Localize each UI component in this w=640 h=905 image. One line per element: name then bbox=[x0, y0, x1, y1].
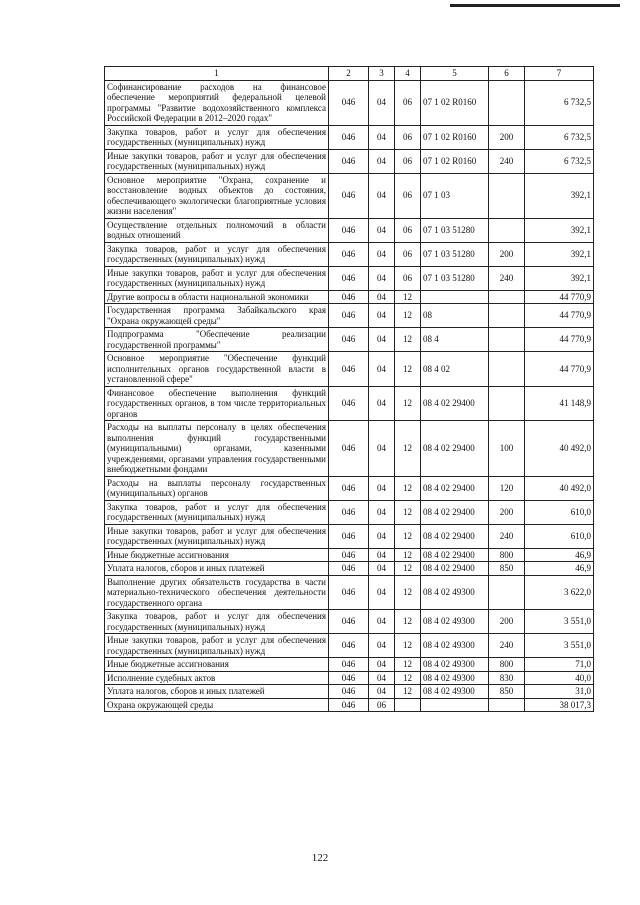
cell-code: 046 bbox=[329, 386, 369, 421]
cell-subsection: 12 bbox=[395, 328, 421, 352]
cell-amount: 46,9 bbox=[525, 548, 594, 562]
cell-target-article: 08 4 02 49300 bbox=[421, 658, 489, 672]
cell-amount: 3 551,0 bbox=[525, 634, 594, 658]
cell-subsection bbox=[395, 698, 421, 712]
cell-subsection: 12 bbox=[395, 421, 421, 477]
cell-section: 04 bbox=[369, 173, 395, 218]
cell-subsection: 12 bbox=[395, 634, 421, 658]
cell-name: Закупка товаров, работ и услуг для обеспечения государственных (муниципальных) нужд bbox=[105, 125, 329, 149]
cell-target-article: 08 4 02 29400 bbox=[421, 548, 489, 562]
cell-section: 04 bbox=[369, 562, 395, 576]
cell-code: 046 bbox=[329, 218, 369, 242]
cell-section: 04 bbox=[369, 290, 395, 304]
scan-top-line bbox=[450, 4, 620, 7]
cell-section: 04 bbox=[369, 610, 395, 634]
cell-name: Закупка товаров, работ и услуг для обеспечения государственных (муниципальных) нужд bbox=[105, 500, 329, 524]
cell-code: 046 bbox=[329, 266, 369, 290]
cell-name: Государственная программа Забайкальского края "Охрана окружающей среды" bbox=[105, 304, 329, 328]
cell-name: Расходы на выплаты персоналу в целях обеспечения выполнения функций государственными (муниципальными) органами, казенными учреждениями, органами управления государственными внебюджетными фондами bbox=[105, 421, 329, 477]
cell-amount: 6 732,5 bbox=[525, 80, 594, 125]
cell-name: Иные бюджетные ассигнования bbox=[105, 658, 329, 672]
cell-expense-type: 200 bbox=[489, 500, 525, 524]
header-cell: 2 bbox=[329, 67, 369, 81]
cell-subsection: 06 bbox=[395, 80, 421, 125]
cell-name: Софинансирование расходов на финансовое обеспечение мероприятий федеральной целевой программы "Развитие водохозяйственного комплекса Российской Федерации в 2012–2020 годах" bbox=[105, 80, 329, 125]
table-row bbox=[105, 125, 594, 149]
cell-expense-type: 800 bbox=[489, 548, 525, 562]
cell-target-article: 08 4 02 29400 bbox=[421, 562, 489, 576]
cell-section: 04 bbox=[369, 125, 395, 149]
cell-subsection: 12 bbox=[395, 304, 421, 328]
cell-code: 046 bbox=[329, 328, 369, 352]
header-cell: 1 bbox=[105, 67, 329, 81]
cell-subsection: 12 bbox=[395, 610, 421, 634]
cell-section: 06 bbox=[369, 698, 395, 712]
table-row bbox=[105, 524, 594, 548]
table-row bbox=[105, 575, 594, 610]
cell-amount: 41 148,9 bbox=[525, 386, 594, 421]
cell-expense-type bbox=[489, 386, 525, 421]
cell-target-article: 08 4 02 bbox=[421, 352, 489, 387]
cell-section: 04 bbox=[369, 476, 395, 500]
cell-expense-type: 800 bbox=[489, 658, 525, 672]
cell-target-article: 07 1 02 R0160 bbox=[421, 80, 489, 125]
cell-expense-type bbox=[489, 698, 525, 712]
cell-target-article: 08 4 02 49300 bbox=[421, 610, 489, 634]
cell-code: 046 bbox=[329, 524, 369, 548]
cell-amount: 3 551,0 bbox=[525, 610, 594, 634]
cell-name: Другие вопросы в области национальной экономики bbox=[105, 290, 329, 304]
cell-target-article: 07 1 02 R0160 bbox=[421, 149, 489, 173]
cell-target-article: 08 4 02 49300 bbox=[421, 575, 489, 610]
cell-expense-type bbox=[489, 290, 525, 304]
table-row bbox=[105, 500, 594, 524]
cell-expense-type bbox=[489, 173, 525, 218]
cell-target-article bbox=[421, 290, 489, 304]
cell-subsection: 06 bbox=[395, 173, 421, 218]
cell-code: 046 bbox=[329, 304, 369, 328]
cell-target-article: 08 bbox=[421, 304, 489, 328]
cell-section: 04 bbox=[369, 575, 395, 610]
cell-target-article: 08 4 02 29400 bbox=[421, 421, 489, 477]
cell-amount: 44 770,9 bbox=[525, 304, 594, 328]
table-row bbox=[105, 386, 594, 421]
cell-code: 046 bbox=[329, 610, 369, 634]
cell-code: 046 bbox=[329, 125, 369, 149]
cell-expense-type: 850 bbox=[489, 685, 525, 699]
cell-expense-type: 240 bbox=[489, 266, 525, 290]
table-row bbox=[105, 266, 594, 290]
cell-code: 046 bbox=[329, 500, 369, 524]
cell-code: 046 bbox=[329, 671, 369, 685]
cell-expense-type bbox=[489, 328, 525, 352]
cell-target-article: 08 4 02 29400 bbox=[421, 476, 489, 500]
cell-code: 046 bbox=[329, 476, 369, 500]
cell-amount: 44 770,9 bbox=[525, 328, 594, 352]
table-header-row bbox=[105, 67, 594, 81]
cell-target-article: 08 4 02 29400 bbox=[421, 500, 489, 524]
cell-amount: 610,0 bbox=[525, 524, 594, 548]
cell-name: Закупка товаров, работ и услуг для обеспечения государственных (муниципальных) нужд bbox=[105, 242, 329, 266]
page-number: 122 bbox=[311, 852, 329, 864]
cell-section: 04 bbox=[369, 149, 395, 173]
cell-code: 046 bbox=[329, 149, 369, 173]
cell-amount: 31,0 bbox=[525, 685, 594, 699]
cell-amount: 610,0 bbox=[525, 500, 594, 524]
cell-code: 046 bbox=[329, 548, 369, 562]
cell-section: 04 bbox=[369, 266, 395, 290]
table-row bbox=[105, 421, 594, 477]
cell-subsection: 12 bbox=[395, 500, 421, 524]
cell-expense-type: 240 bbox=[489, 634, 525, 658]
cell-target-article: 07 1 03 51280 bbox=[421, 266, 489, 290]
cell-code: 046 bbox=[329, 698, 369, 712]
cell-section: 04 bbox=[369, 500, 395, 524]
cell-subsection: 06 bbox=[395, 218, 421, 242]
cell-section: 04 bbox=[369, 658, 395, 672]
cell-name: Уплата налогов, сборов и иных платежей bbox=[105, 562, 329, 576]
cell-code: 046 bbox=[329, 685, 369, 699]
table-row bbox=[105, 290, 594, 304]
cell-name: Финансовое обеспечение выполнения функций государственных органов, в том числе территориальных органов bbox=[105, 386, 329, 421]
cell-subsection: 12 bbox=[395, 386, 421, 421]
cell-subsection: 12 bbox=[395, 352, 421, 387]
header-cell: 7 bbox=[525, 67, 594, 81]
cell-section: 04 bbox=[369, 524, 395, 548]
cell-code: 046 bbox=[329, 658, 369, 672]
cell-amount: 44 770,9 bbox=[525, 352, 594, 387]
cell-expense-type bbox=[489, 352, 525, 387]
table-row bbox=[105, 548, 594, 562]
cell-expense-type: 240 bbox=[489, 524, 525, 548]
cell-name: Исполнение судебных актов bbox=[105, 671, 329, 685]
cell-section: 04 bbox=[369, 421, 395, 477]
table-row bbox=[105, 352, 594, 387]
cell-name: Иные закупки товаров, работ и услуг для обеспечения государственных (муниципальных) нужд bbox=[105, 634, 329, 658]
cell-amount: 40,0 bbox=[525, 671, 594, 685]
cell-amount: 46,9 bbox=[525, 562, 594, 576]
table-row bbox=[105, 242, 594, 266]
cell-target-article: 08 4 02 49300 bbox=[421, 671, 489, 685]
cell-subsection: 06 bbox=[395, 149, 421, 173]
cell-subsection: 12 bbox=[395, 671, 421, 685]
cell-name: Основное мероприятие "Охрана, сохранение и восстановление водных объектов до состояния, обеспечивающего экологически благоприятные условия жизни населения" bbox=[105, 173, 329, 218]
cell-expense-type bbox=[489, 575, 525, 610]
cell-expense-type: 240 bbox=[489, 149, 525, 173]
cell-section: 04 bbox=[369, 671, 395, 685]
cell-name: Иные закупки товаров, работ и услуг для обеспечения государственных (муниципальных) нужд bbox=[105, 524, 329, 548]
cell-code: 046 bbox=[329, 290, 369, 304]
cell-code: 046 bbox=[329, 173, 369, 218]
cell-subsection: 12 bbox=[395, 685, 421, 699]
header-cell: 5 bbox=[421, 67, 489, 81]
cell-expense-type bbox=[489, 80, 525, 125]
cell-code: 046 bbox=[329, 575, 369, 610]
cell-subsection: 12 bbox=[395, 290, 421, 304]
header-cell: 4 bbox=[395, 67, 421, 81]
table-row bbox=[105, 149, 594, 173]
cell-target-article: 08 4 02 49300 bbox=[421, 685, 489, 699]
header-cell: 3 bbox=[369, 67, 395, 81]
cell-target-article: 07 1 02 R0160 bbox=[421, 125, 489, 149]
cell-code: 046 bbox=[329, 421, 369, 477]
cell-code: 046 bbox=[329, 242, 369, 266]
cell-subsection: 12 bbox=[395, 562, 421, 576]
table-row bbox=[105, 698, 594, 712]
cell-subsection: 06 bbox=[395, 125, 421, 149]
cell-name: Подпрограмма "Обеспечение реализации государственной программы" bbox=[105, 328, 329, 352]
cell-subsection: 12 bbox=[395, 524, 421, 548]
cell-name: Осуществление отдельных полномочий в области водных отношений bbox=[105, 218, 329, 242]
table-row bbox=[105, 671, 594, 685]
cell-expense-type bbox=[489, 304, 525, 328]
cell-name: Иные закупки товаров, работ и услуг для обеспечения государственных (муниципальных) нужд bbox=[105, 149, 329, 173]
cell-target-article: 08 4 02 29400 bbox=[421, 524, 489, 548]
cell-target-article: 08 4 02 29400 bbox=[421, 386, 489, 421]
cell-subsection: 06 bbox=[395, 242, 421, 266]
cell-expense-type: 200 bbox=[489, 610, 525, 634]
cell-subsection: 12 bbox=[395, 548, 421, 562]
cell-target-article: 07 1 03 bbox=[421, 173, 489, 218]
cell-section: 04 bbox=[369, 218, 395, 242]
cell-amount: 40 492,0 bbox=[525, 476, 594, 500]
cell-name: Основное мероприятие "Обеспечение функций исполнительных органов государственной власти в установленной сфере" bbox=[105, 352, 329, 387]
cell-section: 04 bbox=[369, 80, 395, 125]
table-row bbox=[105, 658, 594, 672]
cell-section: 04 bbox=[369, 352, 395, 387]
table-row bbox=[105, 685, 594, 699]
cell-section: 04 bbox=[369, 242, 395, 266]
cell-amount: 392,1 bbox=[525, 218, 594, 242]
table-row bbox=[105, 173, 594, 218]
cell-subsection: 06 bbox=[395, 266, 421, 290]
cell-amount: 71,0 bbox=[525, 658, 594, 672]
cell-name: Закупка товаров, работ и услуг для обеспечения государственных (муниципальных) нужд bbox=[105, 610, 329, 634]
cell-code: 046 bbox=[329, 562, 369, 576]
cell-expense-type: 200 bbox=[489, 242, 525, 266]
cell-amount: 6 732,5 bbox=[525, 149, 594, 173]
cell-name: Уплата налогов, сборов и иных платежей bbox=[105, 685, 329, 699]
cell-name: Охрана окружающей среды bbox=[105, 698, 329, 712]
cell-subsection: 12 bbox=[395, 476, 421, 500]
table-row bbox=[105, 304, 594, 328]
cell-name: Иные закупки товаров, работ и услуг для обеспечения государственных (муниципальных) нужд bbox=[105, 266, 329, 290]
cell-amount: 38 017,3 bbox=[525, 698, 594, 712]
cell-expense-type: 200 bbox=[489, 125, 525, 149]
cell-amount: 44 770,9 bbox=[525, 290, 594, 304]
table-row bbox=[105, 80, 594, 125]
table-row bbox=[105, 610, 594, 634]
cell-expense-type: 830 bbox=[489, 671, 525, 685]
table-row bbox=[105, 218, 594, 242]
cell-target-article bbox=[421, 698, 489, 712]
cell-section: 04 bbox=[369, 548, 395, 562]
cell-code: 046 bbox=[329, 634, 369, 658]
cell-section: 04 bbox=[369, 386, 395, 421]
cell-section: 04 bbox=[369, 685, 395, 699]
cell-subsection: 12 bbox=[395, 575, 421, 610]
cell-amount: 3 622,0 bbox=[525, 575, 594, 610]
cell-expense-type bbox=[489, 218, 525, 242]
header-cell: 6 bbox=[489, 67, 525, 81]
cell-amount: 392,1 bbox=[525, 242, 594, 266]
cell-target-article: 08 4 bbox=[421, 328, 489, 352]
table-row bbox=[105, 476, 594, 500]
cell-amount: 40 492,0 bbox=[525, 421, 594, 477]
cell-expense-type: 120 bbox=[489, 476, 525, 500]
cell-expense-type: 850 bbox=[489, 562, 525, 576]
cell-expense-type: 100 bbox=[489, 421, 525, 477]
cell-name: Иные бюджетные ассигнования bbox=[105, 548, 329, 562]
cell-target-article: 08 4 02 49300 bbox=[421, 634, 489, 658]
table-row bbox=[105, 634, 594, 658]
cell-name: Выполнение других обязательств государства в части материально-технического обеспечения деятельности государственного органа bbox=[105, 575, 329, 610]
cell-target-article: 07 1 03 51280 bbox=[421, 218, 489, 242]
cell-subsection: 12 bbox=[395, 658, 421, 672]
cell-section: 04 bbox=[369, 304, 395, 328]
cell-name: Расходы на выплаты персоналу государственных (муниципальных) органов bbox=[105, 476, 329, 500]
cell-target-article: 07 1 03 51280 bbox=[421, 242, 489, 266]
table-row bbox=[105, 328, 594, 352]
cell-amount: 392,1 bbox=[525, 266, 594, 290]
cell-section: 04 bbox=[369, 328, 395, 352]
cell-amount: 392,1 bbox=[525, 173, 594, 218]
cell-amount: 6 732,5 bbox=[525, 125, 594, 149]
cell-code: 046 bbox=[329, 80, 369, 125]
cell-section: 04 bbox=[369, 634, 395, 658]
cell-code: 046 bbox=[329, 352, 369, 387]
table-row bbox=[105, 562, 594, 576]
budget-table bbox=[104, 66, 594, 712]
